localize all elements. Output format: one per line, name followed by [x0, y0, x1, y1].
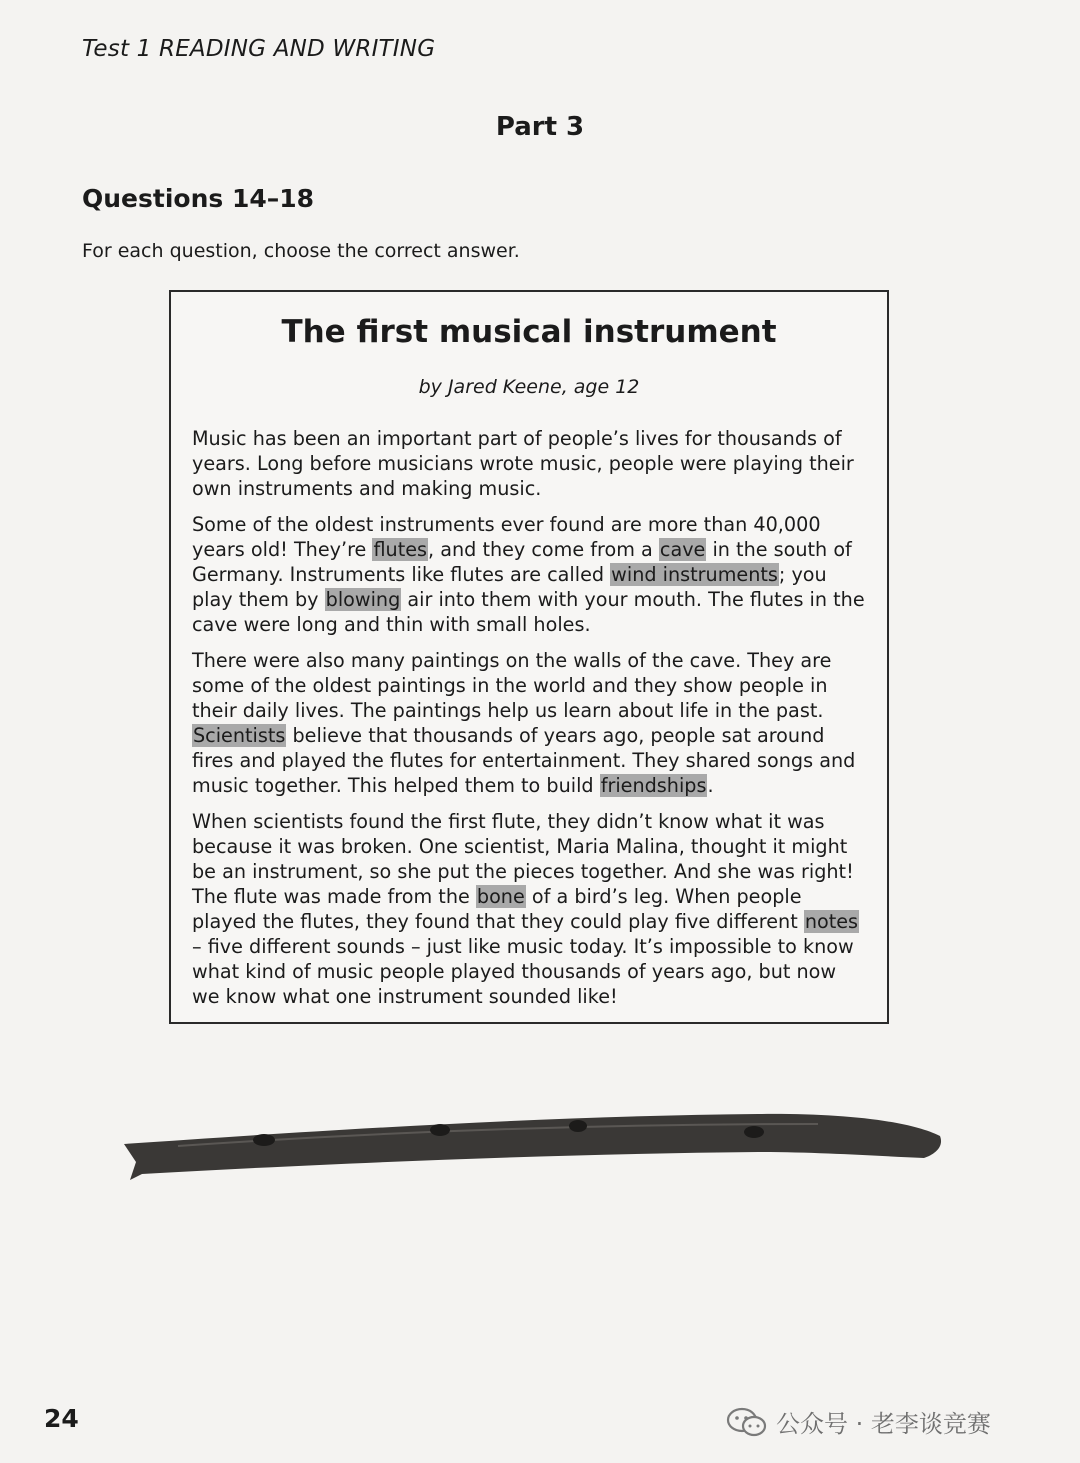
highlight-wind-instruments: wind instruments — [611, 563, 778, 586]
highlight-notes: notes — [804, 910, 859, 933]
text-segment: in the south of Germany. Instruments like flutes are called — [192, 538, 852, 586]
running-header: Test 1 READING AND WRITING — [82, 36, 436, 62]
paragraph-3 — [192, 648, 867, 798]
watermark — [726, 1404, 991, 1439]
part-title: Part 3 — [495, 112, 585, 142]
text-segment: of a bird’s leg. When people played the flutes, they found that they could play five different — [192, 885, 804, 933]
article-title: The first musical instrument — [281, 314, 777, 350]
article-body — [192, 426, 867, 1020]
highlight-cave: cave — [659, 538, 706, 561]
text-segment: There were also many paintings on the walls of the cave. They are some of the oldest paintings in the world and they show people in their daily lives. The paintings help us learn about life in the past. — [192, 649, 832, 722]
paragraph-4 — [192, 809, 867, 1009]
instruction-text: For each question, choose the correct answer. — [82, 240, 520, 262]
highlight-scientists: Scientists — [193, 724, 286, 747]
highlight-bone: bone — [476, 885, 525, 908]
text-segment: air into them with your mouth. The flutes in the cave were long and thin with small holes. — [192, 588, 865, 636]
highlight-friendships: friendships — [600, 774, 707, 797]
watermark-text: 公众号 · 老李谈竞赛 — [776, 1410, 991, 1438]
chat-bubble-icon — [726, 1406, 768, 1438]
page-number: 24 — [44, 1404, 79, 1433]
text-segment: . — [707, 774, 714, 797]
text-segment: Some of the oldest instruments ever found are more than 40,000 years old! They’re — [192, 513, 821, 561]
paragraph-2 — [192, 512, 867, 637]
article-box — [169, 290, 889, 1024]
highlight-blowing: blowing — [325, 588, 401, 611]
text-segment: ; you play them by — [192, 563, 827, 611]
text-segment: , and they come from a — [428, 538, 659, 561]
text-segment: – five different sounds – just like music today. It’s impossible to know what kind of music people played thousands of years ago, but now we know what one instrument sounded like! — [192, 935, 854, 1008]
text-segment: When scientists found the first flute, they didn’t know what it was because it was broken. One scientist, Maria Malina, thought it might be an instrument, so she put the pieces together. And she was right! The flute was made from the — [192, 810, 854, 908]
paragraph-1: Music has been an important part of people’s lives for thousands of years. Long before musicians wrote music, people were playing their own instruments and making music. — [192, 427, 854, 500]
bone-flute-image — [118, 1102, 948, 1192]
highlight-flutes: flutes — [373, 538, 428, 561]
questions-heading: Questions 14–18 — [82, 184, 315, 213]
article-byline: by Jared Keene, age 12 — [418, 376, 640, 398]
text-segment: believe that thousands of years ago, people sat around fires and played the flutes for entertainment. They shared songs and music together. This helped them to build — [192, 724, 856, 797]
